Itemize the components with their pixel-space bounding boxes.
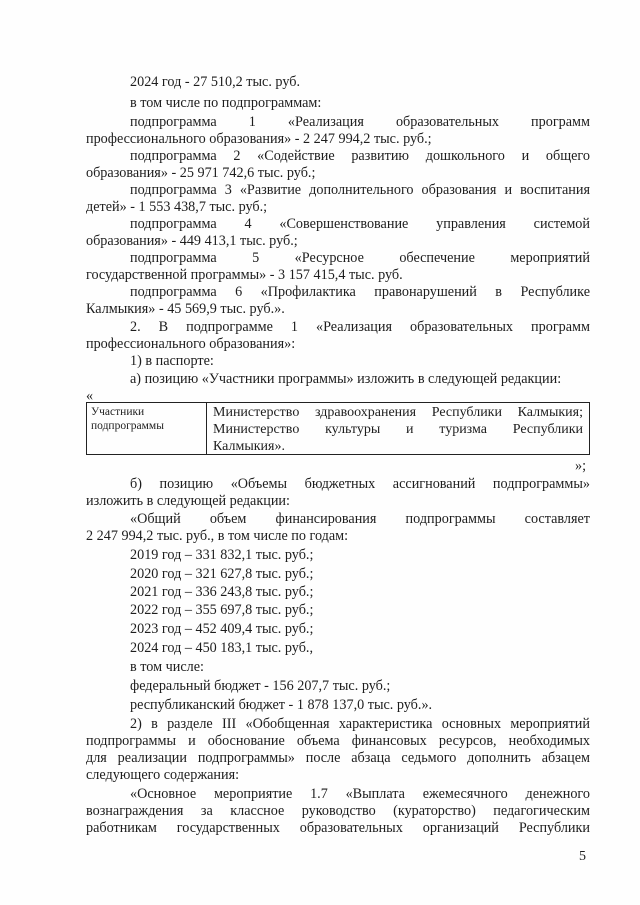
text-line: б) позицию «Объемы бюджетных ассигнований подпрограммы» [130, 476, 590, 492]
text-line: а) позицию «Участники программы» изложить в следующей редакции: [130, 371, 562, 387]
text-line: 2. В подпрограмме 1 «Реализация образовательных программ [130, 319, 590, 335]
close-quote: »; [575, 458, 587, 474]
text-line: 2022 год – 355 697,8 тыс. руб.; [130, 602, 314, 618]
text-line: федеральный бюджет - 156 207,7 тыс. руб.; [130, 678, 391, 694]
text-line: в том числе: [130, 659, 204, 675]
text-line: для реализации подпрограммы» после абзаца седьмого дополнить абзацем [86, 750, 590, 766]
text-line: следующего содержания: [86, 767, 240, 783]
table-value-line: Министерство здравоохранения Республики Калмыкия; [213, 405, 583, 420]
text-line: 2021 год – 336 243,8 тыс. руб.; [130, 584, 314, 600]
page-number: 5 [579, 849, 586, 864]
table-label-cell: Участники подпрограммы [87, 403, 207, 454]
text-line: 2020 год – 321 627,8 тыс. руб.; [130, 566, 314, 582]
text-line: подпрограмма 6 «Профилактика правонарушений в Республике [130, 284, 590, 300]
text-line: «Основное мероприятие 1.7 «Выплата ежемесячного денежного [130, 786, 590, 802]
text-line: профессионального образования»: [86, 336, 296, 352]
text-line: детей» - 1 553 438,7 тыс. руб.; [86, 199, 268, 215]
text-line: 2024 год – 450 183,1 тыс. руб., [130, 640, 314, 656]
text-line: в том числе по подпрограммам: [130, 95, 322, 111]
table-value-line: Калмыкия». [213, 439, 285, 454]
text-line: подпрограммы и обоснование объема финансовых ресурсов, необходимых [86, 733, 590, 749]
text-line: 2019 год – 331 832,1 тыс. руб.; [130, 547, 314, 563]
participants-table [86, 402, 590, 455]
text-line: подпрограмма 5 «Ресурсное обеспечение мероприятий [130, 250, 590, 266]
text-line: республиканский бюджет - 1 878 137,0 тыс. руб.». [130, 697, 433, 713]
text-line: Калмыкия» - 45 569,9 тыс. руб.». [86, 301, 285, 317]
text-line: изложить в следующей редакции: [86, 493, 290, 509]
text-line: подпрограмма 4 «Совершенствование управления системой [130, 216, 590, 232]
text-line: «Общий объем финансирования подпрограммы составляет [130, 511, 590, 527]
text-line: 2 247 994,2 тыс. руб., в том числе по годам: [86, 528, 349, 544]
text-line: 1) в паспорте: [130, 353, 214, 369]
table-value-line: Министерство культуры и туризма Республики [213, 422, 583, 437]
text-line: профессионального образования» - 2 247 994,2 тыс. руб.; [86, 131, 432, 147]
text-line: 2023 год – 452 409,4 тыс. руб.; [130, 621, 314, 637]
table-value-cell [207, 403, 589, 454]
text-line: государственной программы» - 3 157 415,4 тыс. руб. [86, 267, 403, 283]
text-line: подпрограмма 3 «Развитие дополнительного образования и воспитания [130, 182, 590, 198]
text-line: подпрограмма 2 «Содействие развитию дошкольного и общего [130, 148, 590, 164]
text-line: вознаграждения за классное руководство (кураторство) педагогическим [86, 803, 590, 819]
text-line: подпрограмма 1 «Реализация образовательных программ [130, 114, 590, 130]
open-quote: « [86, 388, 94, 404]
text-line: 2) в разделе III «Обобщенная характеристика основных мероприятий [130, 716, 590, 732]
text-line: образования» - 449 413,1 тыс. руб.; [86, 233, 298, 249]
text-line: образования» - 25 971 742,6 тыс. руб.; [86, 165, 316, 181]
text-line: 2024 год - 27 510,2 тыс. руб. [130, 74, 301, 90]
text-line: работникам государственных образовательных организаций Республики [86, 820, 590, 836]
